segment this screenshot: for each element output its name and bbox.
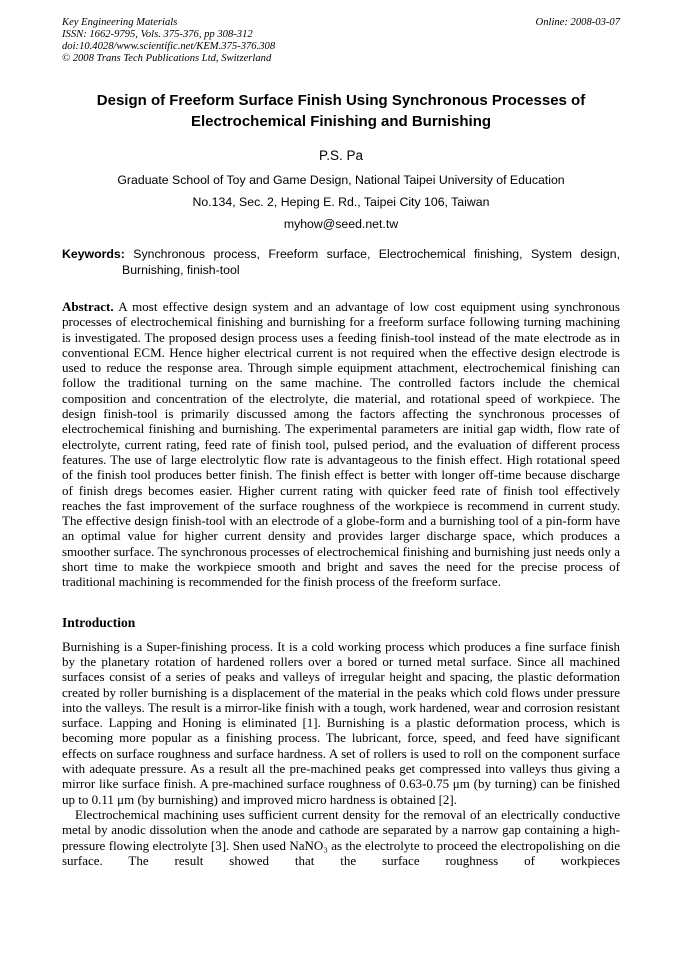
publication-header	[62, 17, 620, 65]
issn-volume-pages: ISSN: 1662-9795, Vols. 375-376, pp 308-312	[62, 29, 253, 40]
introduction-paragraph-1: Burnishing is a Super-finishing process. It is a cold working process which produces a fine surface finish by the planetary rotation of hardened rollers over a bored or turned metal surface. Since all machined surfaces consist of a series of peaks and valleys of irregular height and spacing, the plastic deformation created by roller burnishing is a displacement of the material in the peaks which cold flows under pressure into the valleys. The result is a mirror-like finish with a tough, work hardened, wear and corrosion resistant surface. Lapping and Honing is eliminated [1]. Burnishing is a plastic deformation process, which is becoming more popular as a finishing process. The lubricant, force, speed, and feed have significant effects on surface roughness and surface hardness. A set of rollers is used to roll on the component surface with adequate pressure. As a result all the pre-machined peaks get compressed into valleys thus giving a mirror like surface finish. A pre-machined surface roughness of 0.63-0.75 μm (by turning) can be finished up to 0.11 μm (by burnishing) and improved micro hardness is obtained [2].	[62, 638, 620, 807]
author-email: myhow@seed.net.tw	[283, 217, 399, 231]
author-affiliation: Graduate School of Toy and Game Design, National Taipei University of Education	[117, 173, 565, 187]
keywords-block	[62, 246, 620, 278]
keywords-label: Keywords:	[62, 247, 125, 261]
introduction-paragraph-2: Electrochemical machining uses sufficient current density for the removal of an electrically conductive metal by anodic dissolution when the anode and cathode are separated by a narrow gap containing a high-pressure flowing electrolyte [3]. Shen used NaNO₃ as the electrolyte to proceed the electropolishing on die surface. The result showed that the surface roughness of workpieces	[62, 806, 620, 868]
abstract-text: A most effective design system and an advantage of low cost equipment using synchronous processes of electrochemical finishing and burnishing for a freeform surface following turning machining is investigated. The proposed design process uses a feeding finish-tool instead of the mate electrode as in conventional ECM. Hence higher electrical current is not required when the effective design electrode is used to reduce the response area. Through simple equipment attachment, electrochemical finishing can follow the traditional turning on the same machine. The controlled factors include the chemical composition and concentration of the electrolyte, die material, and rotational speed of workpiece. The design finish-tool is primarily discussed among the factors affecting the synchronous processes of electrochemical finishing and burnishing. The experimental parameters are initial gap width, flow rate of electrolyte, current rating, feed rate of finish tool, pulsed period, and the evaluation of different process features. The use of large electrolytic flow rate is advantageous to the finish effect. High rotational speed of the finish tool produces better finish. The finish effect is better with longer off-time because discharge of finish dregs becomes easier. Higher current rating with quicker feed rate of finish tool effectively reaches the fast improvement of the surface roughness of the workpiece is recommend in current study. The effective design finish-tool with an electrode of a globe-form and a burnishing tool of a pin-form have an optimal value for higher current density and provides larger discharge space, which produces a smoother surface. The synchronous processes of electrochemical finishing and burnishing just needs only a short time to make the workpiece smooth and bright and saves the need for the precise process of traditional machining is recommended for the finish process of the freeform surface.	[62, 299, 620, 590]
keywords-text: Synchronous process, Freeform surface, Electrochemical finishing, System design, Burnishing, finish-tool	[122, 247, 621, 277]
abstract-label: Abstract.	[62, 299, 114, 314]
section-heading-introduction: Introduction	[62, 614, 136, 630]
publication-info	[62, 17, 275, 65]
abstract-block	[62, 299, 620, 590]
copyright-line: © 2008 Trans Tech Publications Ltd, Switzerland	[62, 53, 272, 64]
author-address: No.134, Sec. 2, Heping E. Rd., Taipei City 106, Taiwan	[192, 195, 490, 209]
doi-line: doi:10.4028/www.scientific.net/KEM.375-376.308	[62, 41, 276, 52]
author-name: P.S. Pa	[318, 148, 364, 163]
journal-name: Key Engineering Materials	[62, 17, 178, 28]
paper-title: Design of Freeform Surface Finish Using Synchronous Processes of Electrochemical Finishing and Burnishing	[96, 92, 586, 130]
online-date: Online: 2008-03-07	[535, 17, 620, 28]
